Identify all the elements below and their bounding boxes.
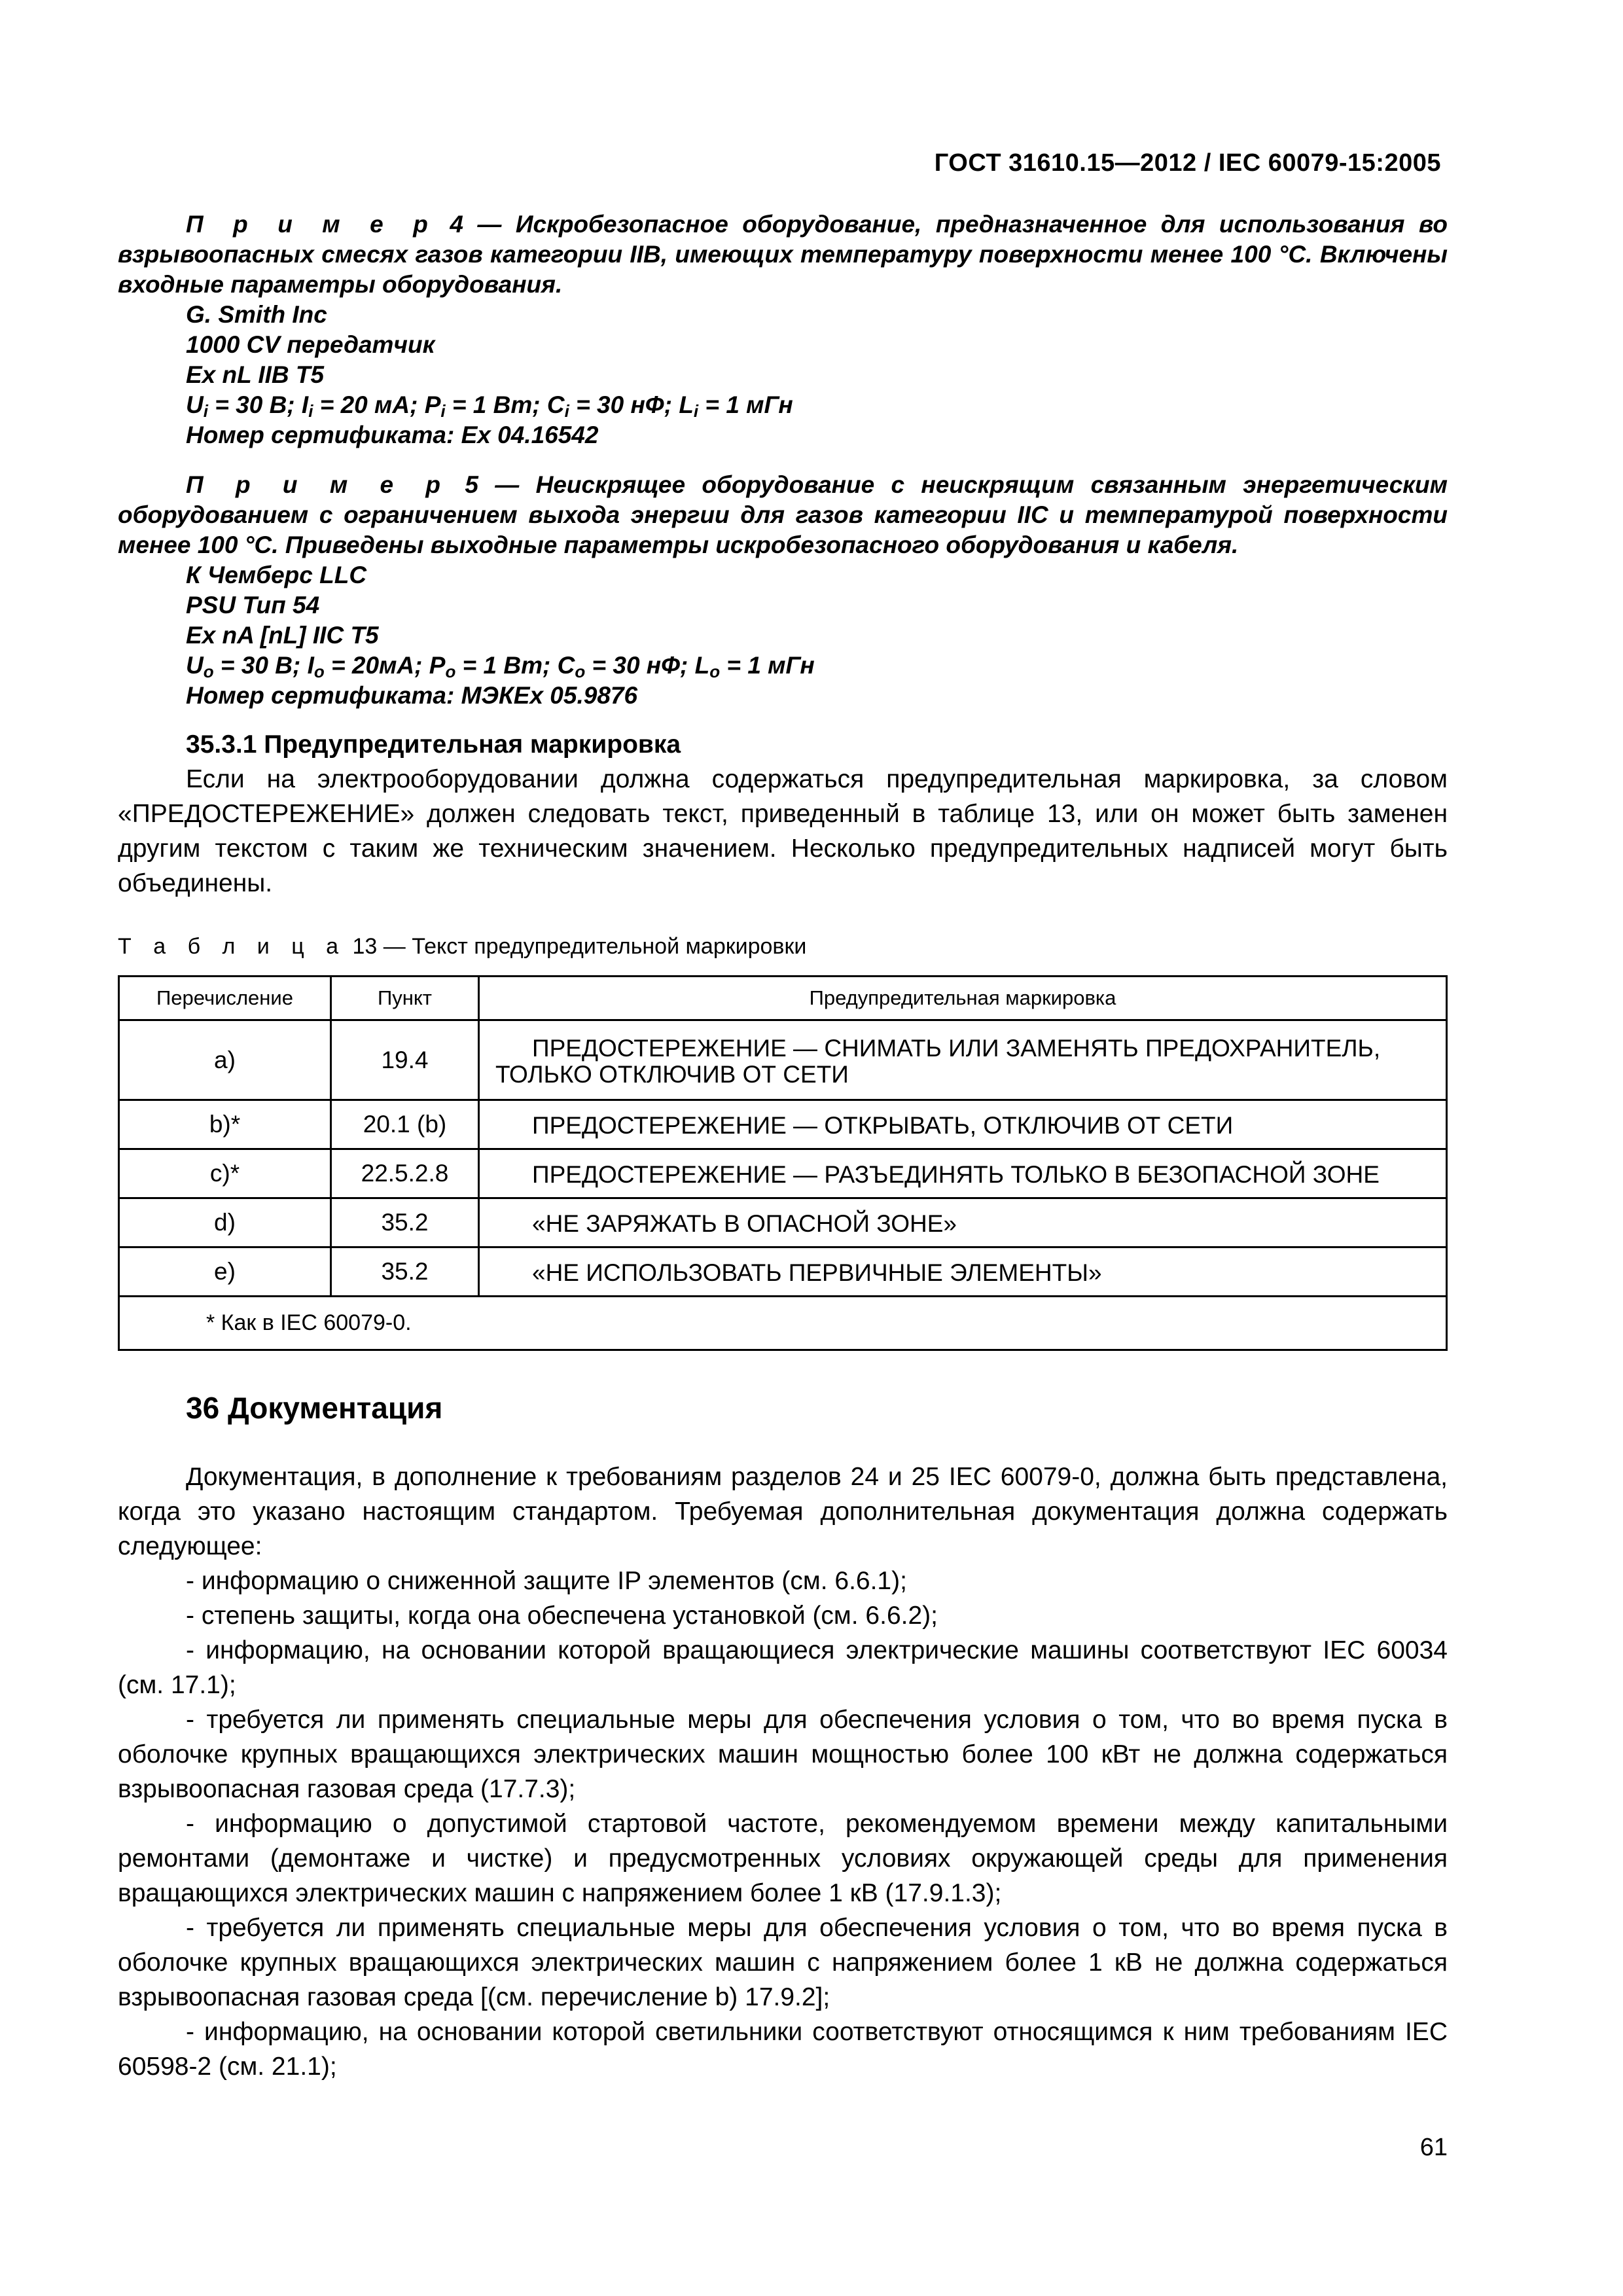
table-cell: ПРЕДОСТЕРЕЖЕНИЕ — СНИМАТЬ ИЛИ ЗАМЕНЯТЬ ПРЕДОХРАНИТЕЛЬ, ТОЛЬКО ОТКЛЮЧИВ ОТ СЕТИ: [479, 1020, 1447, 1100]
section-title: 35.3.1 Предупредительная маркировка: [186, 730, 681, 759]
table-footnote: * Как в IEC 60079-0.: [119, 1297, 1447, 1350]
section-35-3-1: [118, 728, 1448, 901]
table-header-row: [119, 977, 1447, 1020]
example-label: П р и м е р: [186, 471, 449, 498]
list-item: - информацию о сниженной защите IP элементов (см. 6.6.1);: [186, 1567, 907, 1595]
section-36-title: 36 Документация: [186, 1391, 443, 1425]
example-4-cert: Номер сертификата: Ex 04.16542: [186, 422, 599, 448]
example-5-line: PSU Тип 54: [186, 592, 320, 619]
example-5-line: Ex nA [nL] IIC T5: [186, 622, 379, 649]
list-item: - требуется ли применять специальные меры для обеспечения условия о том, что во время пуска в оболочке крупных вращающихся электрических машин с напряжением более 1 кВ не должна содержаться взрывоопасная газовая среда [(см. перечисление b) 17.9.2];: [118, 1914, 1448, 2011]
table-header-cell: Пункт: [331, 977, 479, 1020]
table-row: [119, 1020, 1447, 1100]
table-cell: «НЕ ИСПОЛЬЗОВАТЬ ПЕРВИЧНЫЕ ЭЛЕМЕНТЫ»: [479, 1247, 1447, 1297]
table-cell: c)*: [119, 1149, 331, 1198]
table-row: [119, 1149, 1447, 1198]
table-cell: 19.4: [331, 1020, 479, 1100]
example-5-line: К Чемберс LLC: [186, 562, 367, 588]
example-4-line: G. Smith Inc: [186, 301, 327, 328]
list-item: - степень защиты, когда она обеспечена установкой (см. 6.6.2);: [186, 1602, 938, 1630]
example-4: [118, 209, 1448, 450]
section-36-body: [118, 1460, 1448, 2084]
table-cell: 35.2: [331, 1247, 479, 1297]
example-5-text: П р и м е р 5 — Неискрящее оборудование с неискрящим связанным энергетическим оборудованием с ограничением выхода энергии для газов категории IIC и температурой поверхности менее 100 °С. Приведены выходные параметры искробезопасного оборудования и кабеля.: [118, 471, 1448, 558]
table-row: [119, 1198, 1447, 1247]
table-caption: Т а б л и ц а 13 — Текст предупредительной маркировки: [118, 934, 807, 959]
table-cell: «НЕ ЗАРЯЖАТЬ В ОПАСНОЙ ЗОНЕ»: [479, 1198, 1447, 1247]
example-5-params: $U_o = 30$ В; $I_o = 20мА$; $P_o = 1$ Вт; $C_o = 30$ нФ; $L_o = 1$ мГн: [186, 652, 815, 681]
table-cell: 35.2: [331, 1198, 479, 1247]
example-5: [118, 470, 1448, 711]
table-header-cell: Перечисление: [119, 977, 331, 1020]
list-item: - информацию о допустимой стартовой частоте, рекомендуемом времени между капитальными ремонтами (демонтаже и чистке) и предусмотренных условиях окружающей среды для применения вращающихся электрических машин с напряжением более 1 кВ (17.9.1.3);: [118, 1810, 1448, 1907]
table-cell: b)*: [119, 1100, 331, 1149]
section-paragraph: Если на электрооборудовании должна содержаться предупредительная маркировка, за словом «ПРЕДОСТЕРЕЖЕНИЕ» должен следовать текст, приведенный в таблице 13, или он может быть заменен другим текстом с таким же техническим значением. Несколько предупредительных надписей могут быть объединены.: [118, 765, 1448, 897]
example-4-line: 1000 CV передатчик: [186, 331, 435, 358]
list-item: - информацию, на основании которой вращающиеся электрические машины соответствуют IEC 60034 (см. 17.1);: [118, 1636, 1448, 1699]
example-4-text: П р и м е р 4 — Искробезопасное оборудование, предназначенное для использования во взрывоопасных смесях газов категории IIB, имеющих температуру поверхности менее 100 °С. Включены входные параметры оборудования.: [118, 211, 1448, 298]
example-4-line: Ex nL IIB T5: [186, 361, 325, 388]
document-header: ГОСТ 31610.15—2012 / IEC 60079-15:2005: [934, 149, 1441, 177]
section-paragraph: Документация, в дополнение к требованиям разделов 24 и 25 IEC 60079-0, должна быть представлена, когда это указано настоящим стандартом. Требуемая дополнительная документация должна содержать следующее:: [118, 1463, 1448, 1560]
table-cell: 22.5.2.8: [331, 1149, 479, 1198]
table-13: [118, 975, 1448, 1351]
list-item: - информацию, на основании которой светильники соответствуют относящимся к ним требованиям IEC 60598-2 (см. 21.1);: [118, 2018, 1448, 2081]
table-cell: e): [119, 1247, 331, 1297]
table-header-cell: Предупредительная маркировка: [479, 977, 1447, 1020]
example-4-params: $U_i = 30$ В; $I_i = 20$ мА; $P_i = 1$ Вт; $C_i = 30$ нФ; $L_i = 1$ мГн: [186, 391, 793, 421]
table-cell: d): [119, 1198, 331, 1247]
list-item: - требуется ли применять специальные меры для обеспечения условия о том, что во время пуска в оболочке крупных вращающихся электрических машин мощностью более 100 кВт не должна содержаться взрывоопасная газовая среда (17.7.3);: [118, 1706, 1448, 1803]
table-cell: ПРЕДОСТЕРЕЖЕНИЕ — РАЗЪЕДИНЯТЬ ТОЛЬКО В БЕЗОПАСНОЙ ЗОНЕ: [479, 1149, 1447, 1198]
example-5-cert: Номер сертификата: МЭКEx 05.9876: [186, 682, 638, 709]
table-cell: ПРЕДОСТЕРЕЖЕНИЕ — ОТКРЫВАТЬ, ОТКЛЮЧИВ ОТ СЕТИ: [479, 1100, 1447, 1149]
table-row: [119, 1100, 1447, 1149]
page-number: 61: [1419, 2134, 1448, 2161]
table-footnote-row: [119, 1297, 1447, 1350]
table-cell: 20.1 (b): [331, 1100, 479, 1149]
table-cell: а): [119, 1020, 331, 1100]
example-label: П р и м е р: [186, 211, 436, 238]
table-row: [119, 1247, 1447, 1297]
